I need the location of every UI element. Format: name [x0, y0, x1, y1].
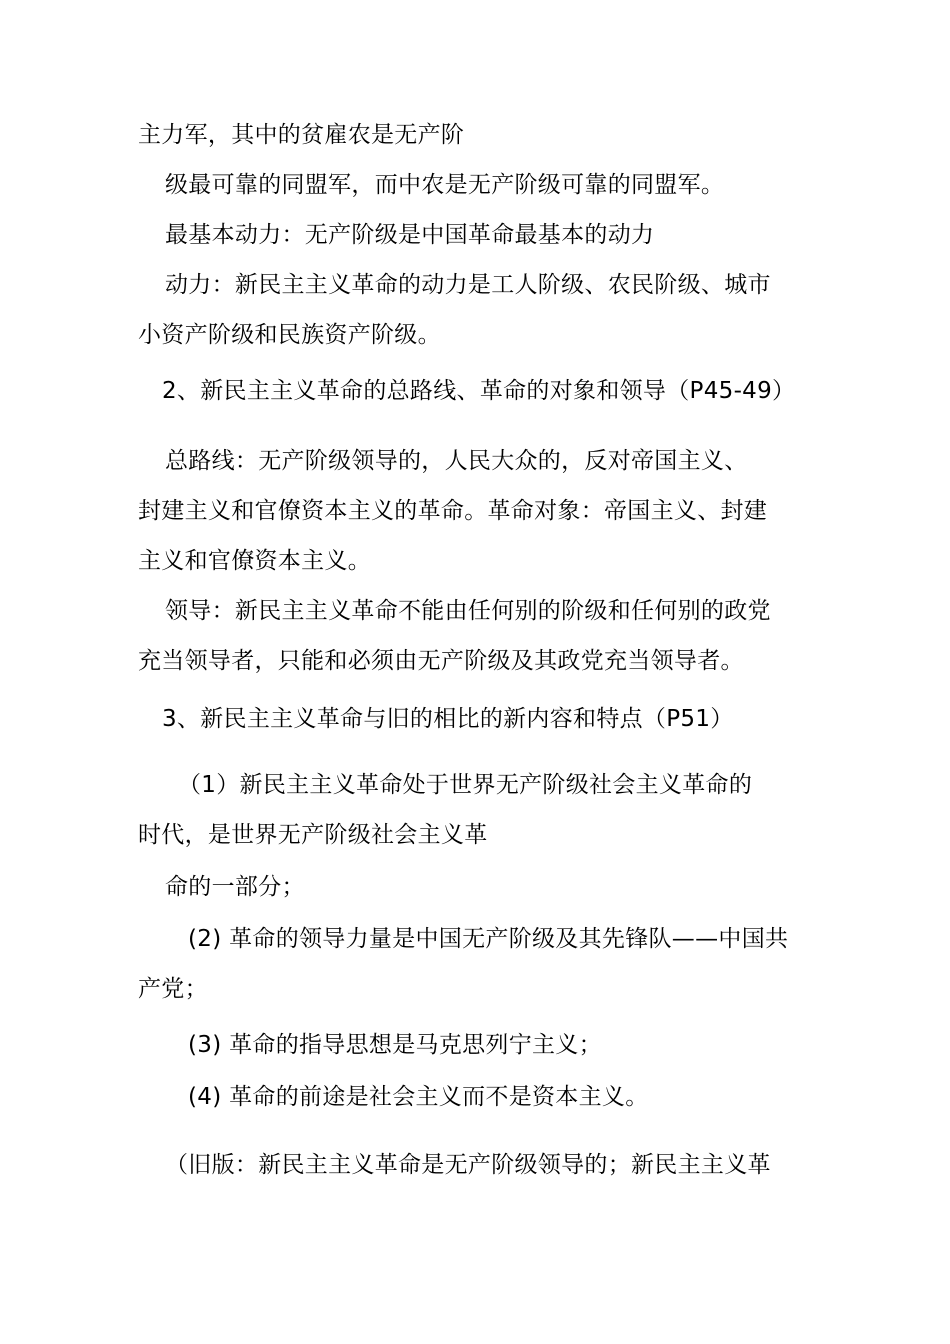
- text-line: 小资产阶级和民族资产阶级。: [138, 322, 441, 348]
- text-line: 主力军，其中的贫雇农是无产阶: [138, 122, 465, 148]
- text-line: 主义和官僚资本主义。: [138, 548, 371, 574]
- text-line: 总路线：无产阶级领导的，人民大众的，反对帝国主义、: [165, 448, 748, 474]
- list-item: (3) 革命的指导思想是马克思列宁主义；: [188, 1032, 602, 1058]
- text-line: 动力：新民主主义革命的动力是工人阶级、农民阶级、城市: [165, 272, 771, 298]
- text-line: （旧版：新民主主义革命是无产阶级领导的；新民主主义革: [165, 1152, 771, 1178]
- text-line: 领导：新民主主义革命不能由任何别的阶级和任何别的政党: [165, 598, 771, 624]
- section-heading: 3、新民主主义革命与旧的相比的新内容和特点（P51）: [162, 706, 734, 732]
- section-heading: 2、新民主主义革命的总路线、革命的对象和领导（P45-49）: [162, 378, 796, 404]
- list-item: (4) 革命的前途是社会主义而不是资本主义。: [188, 1084, 649, 1110]
- text-line: 产党；: [138, 976, 208, 1002]
- text-line: 时代，是世界无产阶级社会主义革: [138, 822, 488, 848]
- text-line: 封建主义和官僚资本主义的革命。革命对象：帝国主义、封建: [138, 498, 768, 524]
- text-line: 充当领导者，只能和必须由无产阶级及其政党充当领导者。: [138, 648, 744, 674]
- list-item: (2) 革命的领导力量是中国无产阶级及其先锋队——中国共: [188, 926, 789, 952]
- text-line: 命的一部分；: [165, 874, 305, 900]
- text-line: 级最可靠的同盟军，而中农是无产阶级可靠的同盟军。: [165, 172, 725, 198]
- text-line: 最基本动力：无产阶级是中国革命最基本的动力: [165, 222, 655, 248]
- list-item: （1）新民主主义革命处于世界无产阶级社会主义革命的: [178, 772, 753, 798]
